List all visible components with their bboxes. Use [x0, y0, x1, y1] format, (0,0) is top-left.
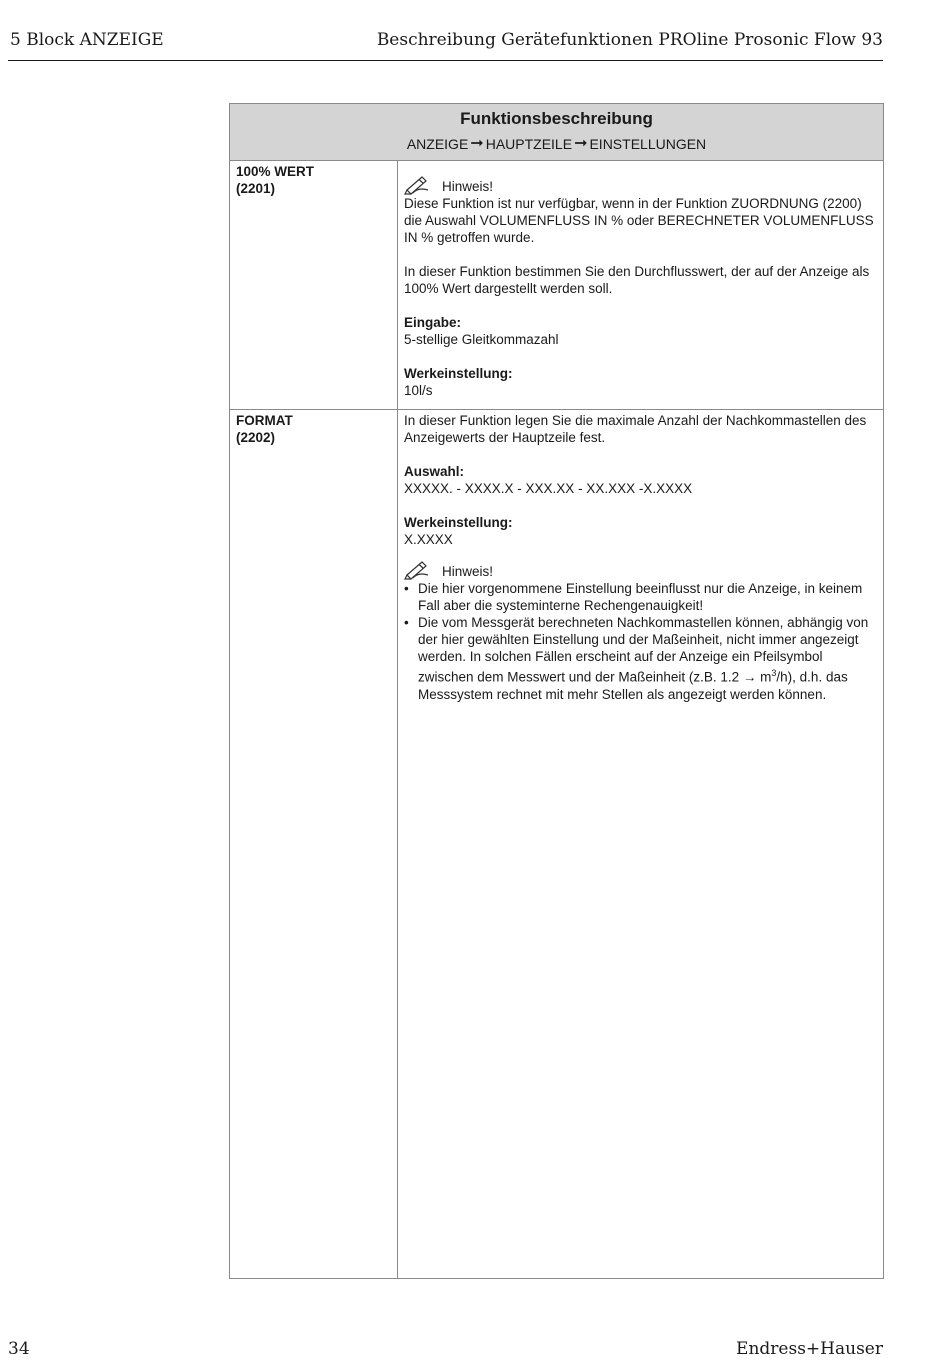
- table-title: Funktionsbeschreibung: [460, 109, 653, 128]
- function-name-cell: [230, 410, 398, 1278]
- bullet-text: Die hier vorgenommene Einstellung beeinflusst nur die Anzeige, in keinem Fall aber die systeminterne Rechengenauigkeit!: [418, 581, 863, 613]
- note-heading: [404, 558, 877, 580]
- document-title: Beschreibung Gerätefunktionen PROline Prosonic Flow 93: [376, 30, 883, 50]
- function-name-cell: [230, 161, 398, 409]
- pencil-note-icon: [404, 173, 430, 195]
- default-value: X.XXXX: [404, 532, 453, 547]
- bullet-icon: •: [404, 581, 409, 596]
- table-row: [230, 410, 883, 1278]
- brand-logo: Endress+Hauser: [736, 1339, 883, 1359]
- description-text: In dieser Funktion legen Sie die maximale Anzahl der Nachkommastellen des Anzeigewerts der Hauptzeile fest.: [404, 413, 867, 445]
- note-text: Diese Funktion ist nur verfügbar, wenn in der Funktion ZUORDNUNG (2200) die Auswahl VOLUMENFLUSS IN % oder BERECHNETER VOLUMENFLUSS IN % getroffen wurde.: [404, 196, 874, 245]
- long-arrow-icon: →: [742, 669, 757, 685]
- selection-label: Auswahl:: [404, 464, 465, 479]
- list-item: [404, 614, 877, 703]
- default-value: 10l/s: [404, 383, 433, 398]
- selection-value: XXXXX. - XXXX.X - XXX.XX - XX.XXX -X.XXXX: [404, 481, 693, 496]
- bullet-icon: •: [404, 615, 409, 630]
- path-item: EINSTELLUNGEN: [589, 136, 707, 152]
- path-item: HAUPTZEILE: [485, 136, 573, 152]
- function-code: (2202): [236, 430, 276, 445]
- path-item: ANZEIGE: [406, 136, 469, 152]
- note-heading: [404, 173, 877, 195]
- function-name: 100% WERT: [236, 164, 315, 179]
- note-label: Hinweis!: [442, 564, 494, 579]
- default-label: Werkeinstellung:: [404, 515, 513, 530]
- bullet-text: Die vom Messgerät berechneten Nachkommastellen können, abhängig von der hier gewählten Einstellung und der Maßeinheit, nicht immer angezeigt werden. In solchen Fällen erscheint auf der Anzeige ein Pfeilsymbol zwischen dem Messwert und der Maßeinheit (z.B. $1.2 \to m^3/h$), d.h. das Messsystem rechnet mit mehr Stellen als angezeigt werden können.: [418, 615, 869, 702]
- right-arrow-icon: ➞: [574, 135, 588, 152]
- function-name: FORMAT: [236, 413, 293, 428]
- function-code: (2201): [236, 181, 276, 196]
- table-header: [230, 104, 883, 161]
- default-label: Werkeinstellung:: [404, 366, 513, 381]
- function-description-cell: [398, 161, 883, 409]
- input-label: Eingabe:: [404, 315, 462, 330]
- function-description-cell: [398, 410, 883, 1278]
- page-number: 34: [8, 1339, 30, 1359]
- input-value: 5-stellige Gleitkommazahl: [404, 332, 559, 347]
- pencil-note-icon: [404, 558, 430, 580]
- list-item: [404, 580, 877, 614]
- function-description-table: [229, 103, 884, 1279]
- header-rule: [8, 60, 883, 61]
- menu-path: [230, 134, 883, 154]
- note-label: Hinweis!: [442, 179, 494, 194]
- section-heading: 5 Block ANZEIGE: [10, 30, 164, 50]
- table-row: [230, 161, 883, 410]
- right-arrow-icon: ➞: [470, 135, 484, 152]
- description-text: In dieser Funktion bestimmen Sie den Durchflusswert, der auf der Anzeige als 100% Wert dargestellt werden soll.: [404, 264, 870, 296]
